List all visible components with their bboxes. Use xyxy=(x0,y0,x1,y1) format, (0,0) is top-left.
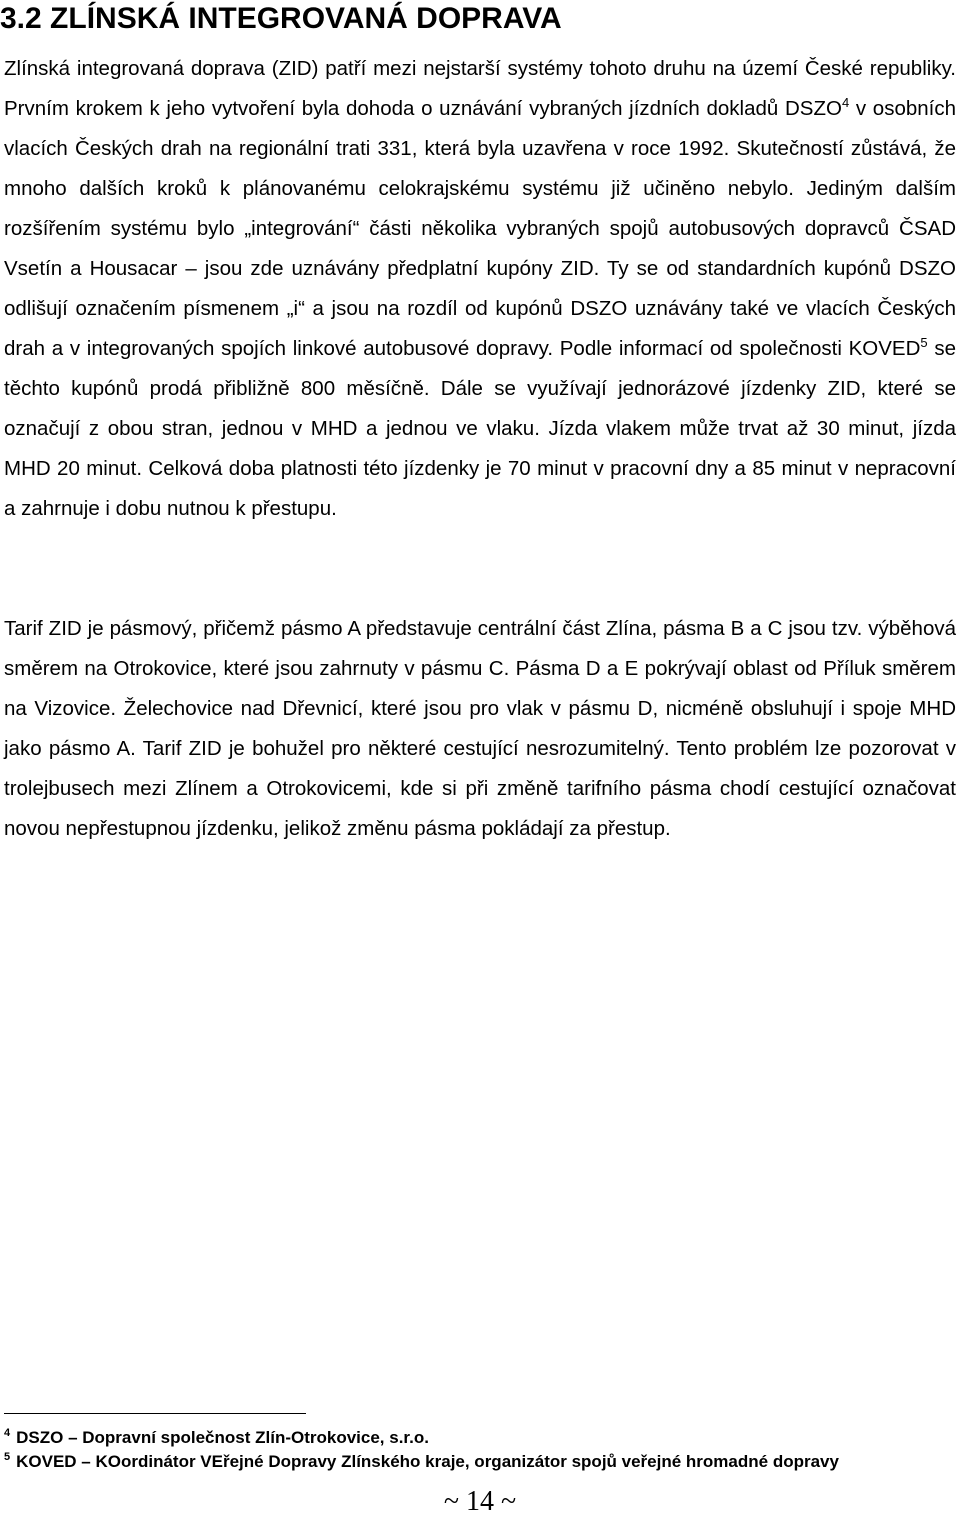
footnote-separator xyxy=(4,1413,306,1414)
page-number: ~ 14 ~ xyxy=(443,1486,517,1517)
section-heading: 3.2 ZLÍNSKÁ INTEGROVANÁ DOPRAVA xyxy=(0,2,562,35)
paragraph-2: Tarif ZID je pásmový, přičemž pásmo A představuje centrální část Zlína, pásma B a C jsou tzv. výběhová směrem na Otrokovice, které jsou zahrnuty v pásmu C. Pásma D a E pokrývají oblast od Příluk směrem na Vizovice. Želechovice nad Dřevnicí, které jsou pro vlak v pásmu D, nicméně obsluhují i spoje MHD jako pásmo A. Tarif ZID je bohužel pro některé cestující nesrozumitelný. Tento problém lze pozorovat v trolejbusech mezi Zlínem a Otrokovicemi, kde si při změně tarifního pásma chodí cestující označovat novou nepřestupnou jízdenku, jelikož změnu pásma pokládají za přestup. xyxy=(4,617,956,840)
footnote-4-text: DSZO – Dopravní společnost Zlín-Otrokovice, s.r.o. xyxy=(16,1428,429,1447)
footnote-4 xyxy=(4,1427,429,1449)
footnote-5-marker: 5 xyxy=(4,1451,11,1464)
footnote-5-text: KOVED – KOordinátor VEřejné Dopravy Zlínského kraje, organizátor spojů veřejné hromadné dopravy xyxy=(16,1452,839,1471)
paragraph-1-text-a: Zlínská integrovaná doprava (ZID) patří mezi nejstarší systémy tohoto druhu na území České republiky. Prvním krokem k jeho vytvoření byla dohoda o uznávání vybraných jízdních dokladů DSZO xyxy=(4,57,956,120)
paragraph-1-text-b: v osobních vlacích Českých drah na regionální trati 331, která byla uzavřena v roce 1992. Skutečností zůstává, že mnoho dalších kroků k plánovanému celokrajskému systému již učiněno nebylo. Jediným dalším rozšířením systému bylo „integrování“ části několika vybraných spojů autobusových dopravců ČSAD Vsetín a Housacar – jsou zde uznávány předplatní kupóny ZID. Ty se od standardních kupónů DSZO odlišují označením písmenem „i“ a jsou na rozdíl od kupónů DSZO uznávány také ve vlacích Českých drah a v integrovaných spojích linkové autobusové dopravy. Podle informací od společnosti KOVED xyxy=(4,97,957,360)
footnote-4-marker: 4 xyxy=(4,1427,11,1440)
footnote-5 xyxy=(4,1451,839,1473)
paragraph-1 xyxy=(4,49,956,529)
footnote-ref-5: 5 xyxy=(920,335,928,351)
footnote-ref-4: 4 xyxy=(841,95,850,111)
paragraph-1-text-c: se těchto kupónů prodá přibližně 800 měsíčně. Dále se využívají jednorázové jízdenky ZID, které se označují z obou stran, jednou v MHD a jednou ve vlaku. Jízda vlakem může trvat až 30 minut, jízda MHD 20 minut. Celková doba platnosti této jízdenky je 70 minut v pracovní dny a 85 minut v nepracovní a zahrnuje i dobu nutnou k přestupu. xyxy=(4,337,956,520)
